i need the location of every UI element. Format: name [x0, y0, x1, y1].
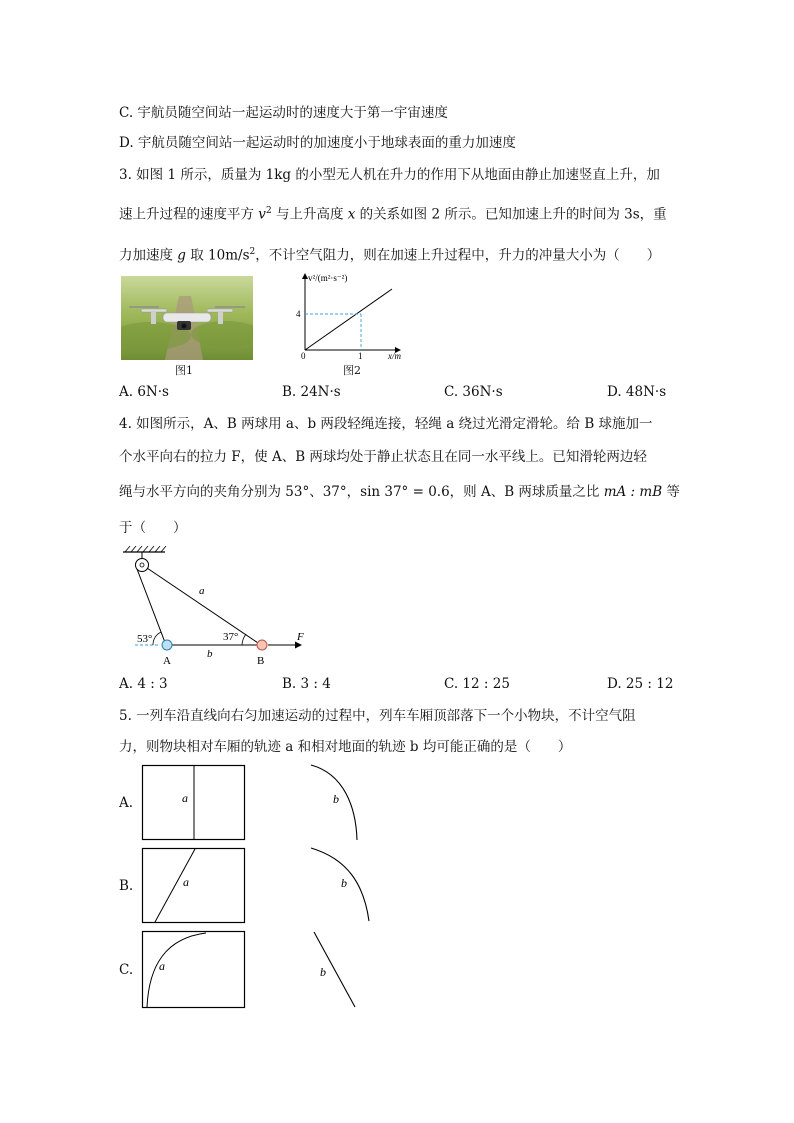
- graph-xlabel: x/m: [388, 351, 401, 361]
- q5-choice-c-label: C.: [119, 962, 134, 978]
- label-force: F: [297, 631, 304, 643]
- q3-option-c: C. 36N·s: [444, 384, 503, 400]
- pulley-figure: [115, 546, 325, 670]
- ball-a: [162, 640, 172, 650]
- ceiling-hatch: [125, 546, 166, 552]
- q5-line-2: 力，则物块相对车厢的轨迹 a 和相对地面的轨迹 b 均可能正确的是（ ）: [119, 739, 572, 755]
- mass-ratio: mA : mB: [603, 484, 663, 500]
- label-b: b: [320, 965, 326, 979]
- q5-line-1: 5. 一列车沿直线向右匀加速运动的过程中，列车车厢顶部落下一个小物块，不计空气阻: [119, 708, 636, 724]
- label-a: a: [183, 875, 189, 889]
- q4-line-1: 4. 如图所示，A、B 两球用 a、b 两段轻绳连接，轻绳 a 绕过光滑定滑轮。给 B 球施加一: [119, 416, 653, 432]
- q3-line-3: 力加速度 g 取 $10m/s^2$，不计空气阻力，则在加速上升过程中，升力的冲量大小为（ ）: [119, 247, 661, 264]
- graph-ylabel: v²/(m²·s⁻²): [308, 273, 348, 283]
- trajectory-b: [311, 848, 369, 921]
- fig1-caption: 图1: [175, 364, 193, 377]
- label-angle-53: 53°: [137, 633, 153, 645]
- q3-line-2: 速上升过程的速度平方 $v^2$ 与上升高度 x 的关系如图 2 所示。已知加速上升的时间为 3s，重: [119, 206, 667, 223]
- label-b: b: [341, 876, 347, 890]
- q5-choice-c-ground: [306, 928, 366, 1012]
- label-rope-b: b: [207, 648, 213, 660]
- q5-choice-a-label: A.: [119, 795, 134, 811]
- q5-choice-b-box: [141, 847, 247, 925]
- label-b: b: [333, 792, 339, 806]
- q5-choice-a-box: [141, 764, 247, 842]
- q4-option-d: D. 25 : 12: [607, 676, 674, 692]
- angle-arc-37: [242, 634, 246, 645]
- graph-origin: 0: [301, 351, 306, 361]
- ball-b: [257, 640, 267, 650]
- trajectory-a: [155, 849, 195, 922]
- q4-line-4: 于（ ）: [119, 520, 187, 536]
- graph-line: [305, 289, 392, 350]
- q5-choice-b-ground: [306, 845, 376, 927]
- q3-line-1: 3. 如图 1 所示，质量为 1kg 的小型无人机在升力的作用下从地面由静止加速竖直上升，加: [119, 167, 660, 183]
- q2-option-d: D. 宇航员随空间站一起运动时的加速度小于地球表面的重力加速度: [119, 135, 516, 151]
- q2-option-c: C. 宇航员随空间站一起运动时的速度大于第一宇宙速度: [119, 105, 448, 121]
- label-ball-b: B: [257, 655, 265, 667]
- q3-option-d: D. 48N·s: [607, 384, 667, 400]
- q4-option-a: A. 4 : 3: [119, 676, 168, 692]
- q3-option-a: A. 6N·s: [119, 384, 169, 400]
- q4-line-2: 个水平向右的拉力 F，使 A、B 两球均处于静止状态且在同一水平线上。已知滑轮两边轻: [119, 449, 647, 465]
- rope-a: [147, 568, 261, 645]
- q4-line-3: 绳与水平方向的夹角分别为 53°、37°，sin 37° = 0.6，则 A、B 两球质量之比 mA : mB 等: [119, 484, 680, 500]
- q5-choice-a-ground: [306, 762, 366, 844]
- label-a: a: [182, 791, 188, 805]
- label-rope-a: a: [199, 585, 205, 597]
- label-ball-a: A: [163, 655, 171, 667]
- trajectory-a: [147, 933, 206, 1007]
- drone-photo: [121, 276, 253, 360]
- label-angle-37: 37°: [223, 631, 239, 643]
- graph-ytick: 4: [296, 309, 301, 319]
- q4-option-b: B. 3 : 4: [282, 676, 331, 692]
- graph-xtick: 1: [358, 351, 363, 361]
- v2-x-graph: [284, 268, 414, 362]
- q5-choice-b-label: B.: [119, 878, 134, 894]
- q3-option-b: B. 24N·s: [282, 384, 341, 400]
- fig2-caption: 图2: [343, 364, 361, 377]
- q4-option-c: C. 12 : 25: [444, 676, 510, 692]
- label-a: a: [159, 959, 165, 973]
- angle-arc-53: [153, 632, 161, 645]
- q5-choice-c-box: [141, 930, 247, 1010]
